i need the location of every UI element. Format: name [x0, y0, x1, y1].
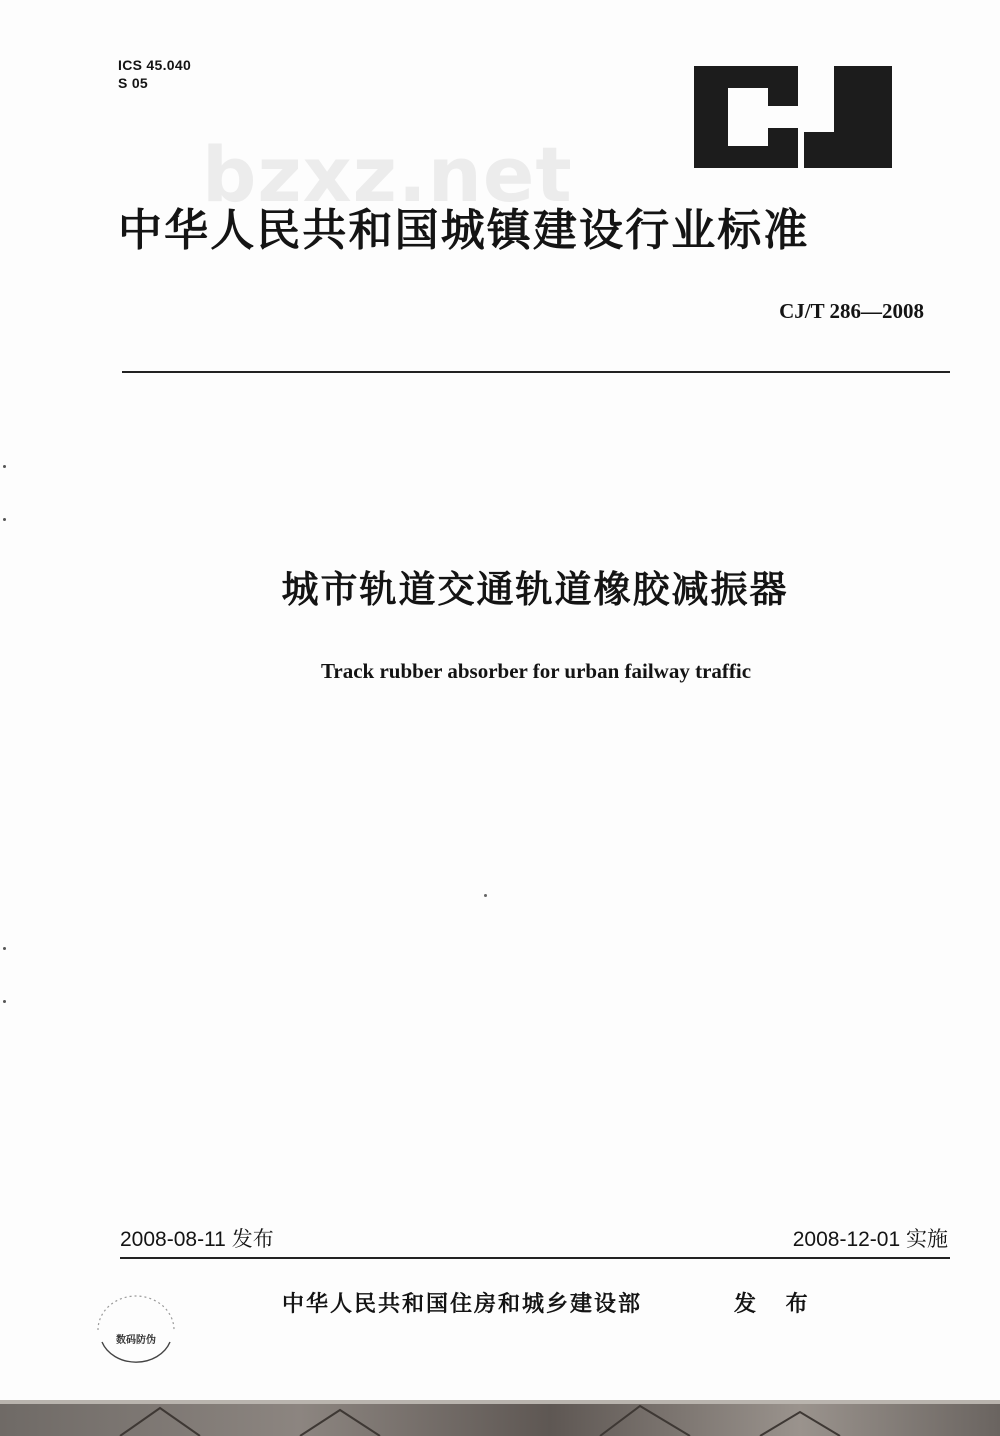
publish-date: 2008-08-11 发布 — [120, 1228, 274, 1251]
ics-code: ICS 45.040 — [118, 57, 192, 73]
standard-number: CJ/T 286—2008 — [779, 299, 924, 323]
margin-mark — [3, 947, 6, 950]
seal-text: 数码防伪 — [116, 1335, 156, 1346]
issuing-authority: 中华人民共和国住房和城乡建设部 — [282, 1292, 643, 1317]
implement-date: 2008-12-01 实施 — [792, 1228, 948, 1251]
document-title-english: Track rubber absorber for urban failway traffic — [320, 659, 752, 683]
watermark: bzxz.net — [202, 130, 573, 219]
anti-counterfeit-seal — [90, 1290, 182, 1366]
issue-label: 发 布 — [734, 1292, 819, 1317]
scan-edge-strip — [0, 1400, 1000, 1436]
standard-category-title: 中华人民共和国城镇建设行业标准 — [118, 205, 810, 256]
cj-logo — [694, 66, 892, 168]
document-title-chinese: 城市轨道交通轨道橡胶减振器 — [281, 568, 789, 611]
margin-mark — [3, 1000, 6, 1003]
footer-divider — [120, 1257, 950, 1259]
class-code: S 05 — [118, 75, 148, 91]
scan-speck — [484, 894, 487, 897]
header-divider — [122, 371, 950, 373]
margin-mark — [3, 465, 6, 468]
classification-block — [118, 56, 191, 92]
margin-mark — [3, 518, 6, 521]
